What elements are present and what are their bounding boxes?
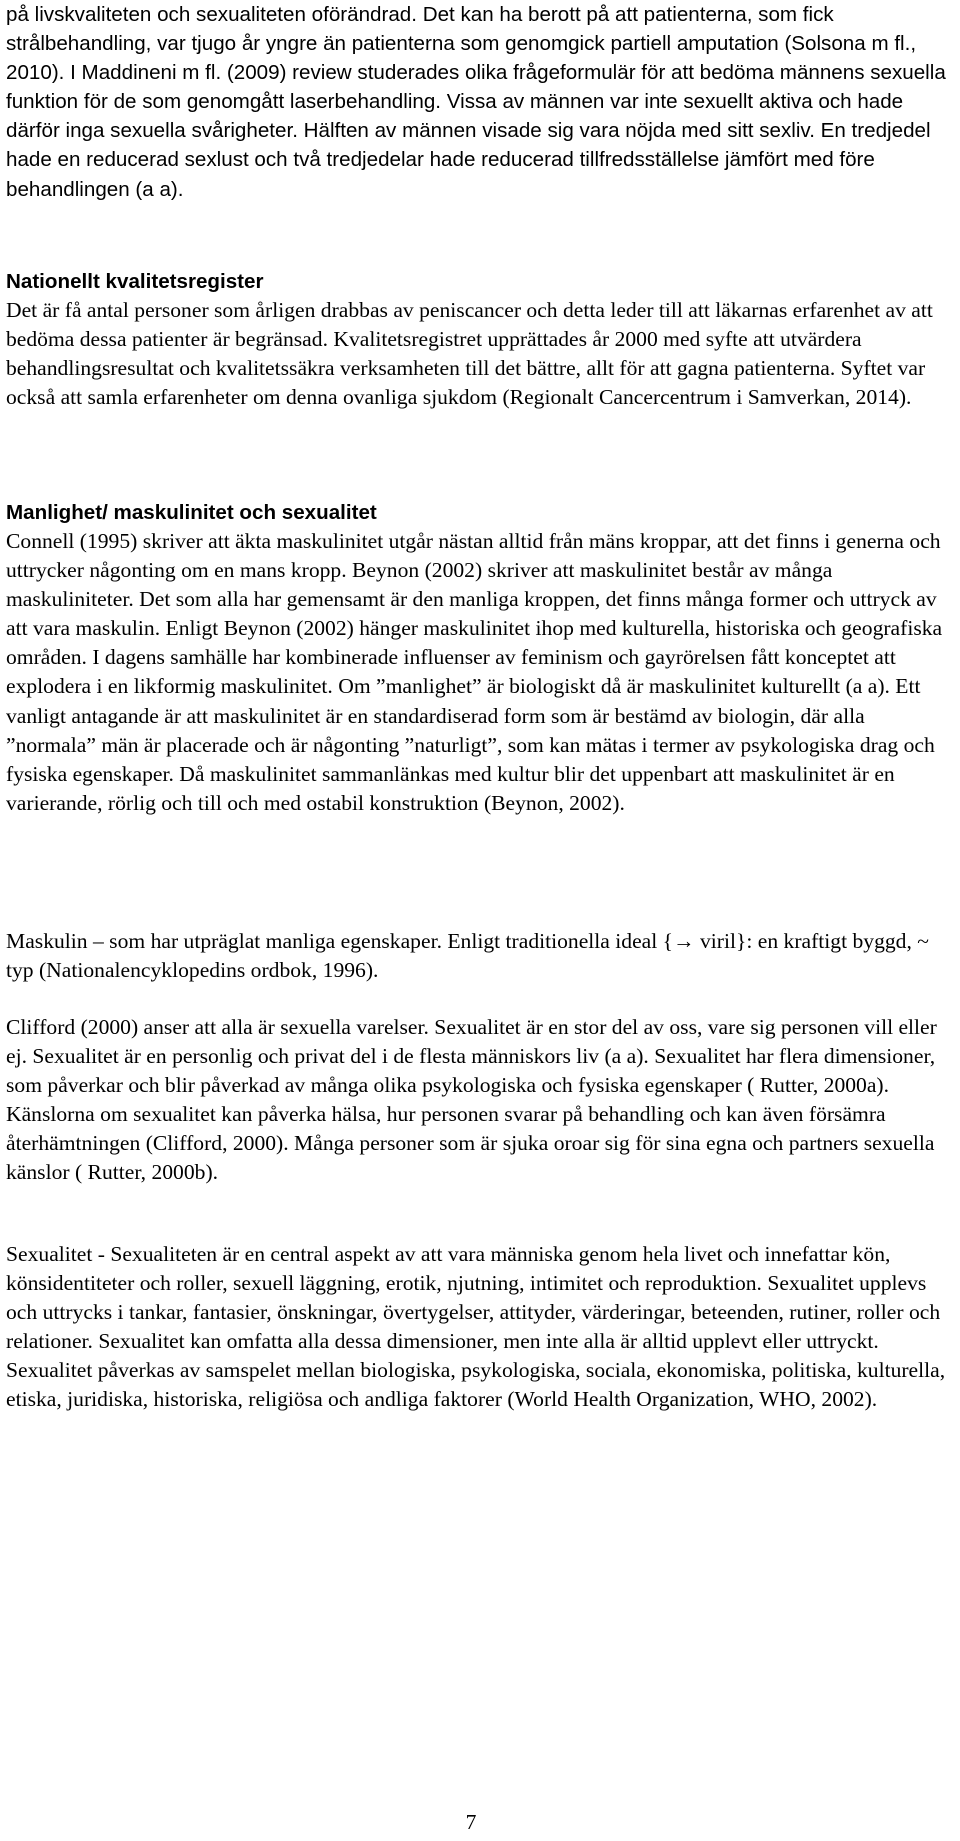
maskulinitet-paragraph: Connell (1995) skriver att äkta maskulinitet utgår nästan alltid från mäns kroppar, att det finns i generna och uttrycker någonting om en mans kropp. Beynon (2002) skriver att maskulinitet består av många maskuliniteter. Det som alla har gemensamt är den manliga kroppen, det finns många former och uttryck av att vara maskulin. Enligt Beynon (2002) hänger maskulinitet ihop med kulturella, historiska och geografiska områden. I dagens samhälle har kombinerade influenser av feminism och gayrörelsen fått konceptet att explodera i en likformig maskulinitet. Om ”manlighet” är biologiskt då är maskulinitet kulturellt (a a). Ett vanligt antagande är att maskulinitet är en standardiserad form som är bestämd av biologin, där alla ”normala” män är placerade och är någonting ”naturligt”, som kan mätas i termer av psykologiska drag och fysiska egenskaper. Då maskulinitet sammanlänkas med kultur blir det uppenbart att maskulinitet är en varierande, rörlig och till och med ostabil konstruktion (Beynon, 2002).	[6, 529, 943, 815]
sexualitet-definition-paragraph: Sexualitet - Sexualiteten är en central aspekt av att vara människa genom hela livet och innefattar kön, könsidentiteter och roller, sexuell läggning, erotik, njutning, intimitet och reproduktion. Sexualitet upplevs och uttrycks i tankar, fantasier, önskningar, övertygelser, attityder, värderingar, beteenden, rutiner, roller och relationer. Sexualitet kan omfatta alla dessa dimensioner, men inte alla är alltid upplevt eller uttryckt. Sexualitet påverkas av samspelet mellan biologiska, psykologiska, sociala, ekonomiska, politiska, kulturella, etiska, juridiska, historiska, religiösa och andliga faktorer (World Health Organization, WHO, 2002).	[6, 1242, 946, 1412]
section-heading-maskulinitet: Manlighet/ maskulinitet och sexualitet	[6, 501, 377, 524]
maskulin-definition-paragraph: Maskulin – som har utpräglat manliga egenskaper. Enligt traditionella ideal {→ viril}: en kraftigt byggd, ~ typ (Nationalencyklopedins ordbok, 1996).	[6, 929, 929, 983]
section-heading-kvalitetsregister: Nationellt kvalitetsregister	[6, 270, 264, 293]
intro-paragraph: på livskvaliteten och sexualiteten oförändrad. Det kan ha berott på att patienterna, som fick strålbehandling, var tjugo år yngre än patienterna som genomgick partiell amputation (Solsona m fl., 2010). I Maddineni m fl. (2009) review studerades olika frågeformulär för att bedöma männens sexuella funktion för de som genomgått laserbehandling. Vissa av männen var inte sexuellt aktiva och hade därför inga sexuella svårigheter. Hälften av männen visade sig vara nöjda med sitt sexliv. En tredjedel hade en reducerad sexlust och två tredjedelar hade reducerad tillfredsställelse jämfört med före behandlingen (a a).	[6, 3, 946, 201]
page-number: 7	[465, 1810, 477, 1834]
clifford-paragraph: Clifford (2000) anser att alla är sexuella varelser. Sexualitet är en stor del av oss, vare sig personen vill eller ej. Sexualitet är en personlig och privat del i de flesta människors liv (a a). Sexualitet har flera dimensioner, som påverkar och blir påverkad av många olika psykologiska och fysiska egenskaper ( Rutter, 2000a). Känslorna om sexualitet kan påverka hälsa, hur personen svarar på behandling och kan även försämra återhämtningen (Clifford, 2000). Många personer som är sjuka oroar sig för sina egna och partners sexuella känslor ( Rutter, 2000b).	[6, 1015, 937, 1185]
kvalitetsregister-paragraph: Det är få antal personer som årligen drabbas av peniscancer och detta leder till att läkarnas erfarenhet av att bedöma dessa patienter är begränsad. Kvalitetsregistret upprättades år 2000 med syfte att utvärdera behandlingsresultat och kvalitetssäkra verksamheten till det bättre, allt för att gagna patienterna. Syftet var också att samla erfarenheter om denna ovanliga sjukdom (Regionalt Cancercentrum i Samverkan, 2014).	[6, 298, 933, 410]
